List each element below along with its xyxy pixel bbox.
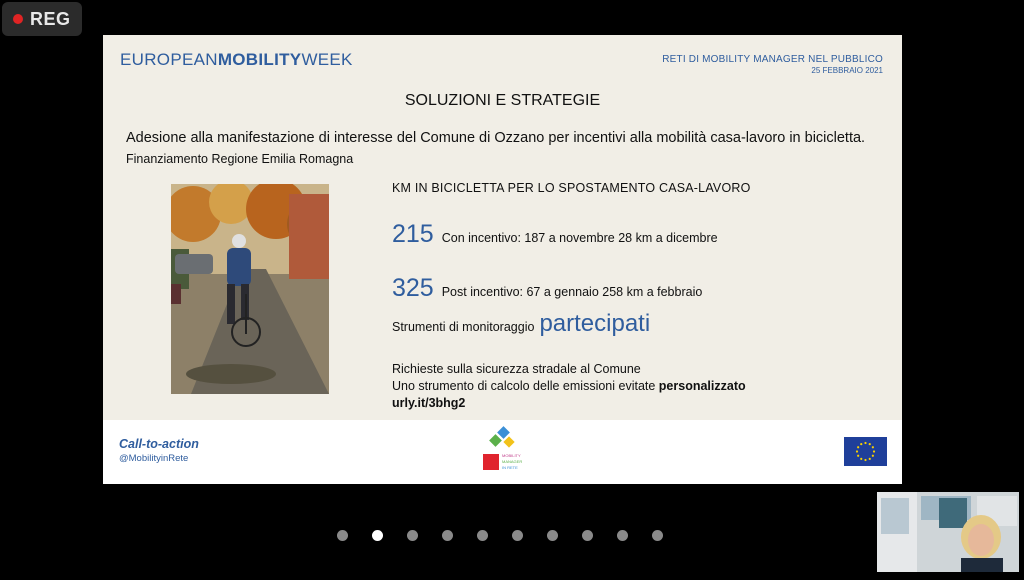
note-emissions: Uno strumento di calcolo delle emissioni evitate personalizzato xyxy=(392,379,746,393)
recording-dot-icon xyxy=(13,14,23,24)
page-dot-5[interactable] xyxy=(477,530,488,541)
page-dot-6[interactable] xyxy=(512,530,523,541)
page-dot-4[interactable] xyxy=(442,530,453,541)
page-dot-2[interactable] xyxy=(372,530,383,541)
page-dot-9[interactable] xyxy=(617,530,628,541)
slide-pagination xyxy=(337,530,663,541)
presentation-slide xyxy=(103,35,902,484)
svg-text:MOBILITY: MOBILITY xyxy=(502,453,521,458)
svg-text:IN RETE: IN RETE xyxy=(502,465,518,470)
eu-flag-icon xyxy=(844,437,887,466)
note-safety: Richieste sulla sicurezza stradale al Comune xyxy=(392,362,641,376)
recording-badge xyxy=(2,2,82,36)
recording-label: REG xyxy=(30,8,71,29)
stat-value: 325 xyxy=(392,274,434,302)
short-link[interactable]: urly.it/3bhg2 xyxy=(392,396,466,410)
stat-description: Post incentivo: 67 a gennaio 258 km a febbraio xyxy=(441,285,703,299)
intro-text: Adesione alla manifestazione di interesse del Comune di Ozzano per incentivi alla mobilità casa-lavoro in bicicletta. xyxy=(126,130,866,146)
page-dot-8[interactable] xyxy=(582,530,593,541)
monitoring-value: partecipati xyxy=(539,310,651,337)
slide-footer xyxy=(103,420,902,484)
event-header xyxy=(662,54,883,75)
stat-post-incentive xyxy=(392,274,702,303)
social-handle: @MobilityinRete xyxy=(119,453,189,464)
cyclist-photo xyxy=(171,184,329,394)
call-to-action: Call-to-action xyxy=(119,437,199,451)
page-dot-7[interactable] xyxy=(547,530,558,541)
stat-with-incentive xyxy=(392,220,718,249)
km-heading: KM IN BICICLETTA PER LO SPOSTAMENTO CASA-LAVORO xyxy=(392,181,751,195)
monitoring-label: Strumenti di monitoraggio xyxy=(392,320,535,334)
brand-logo: EUROPEANMOBILITYWEEK xyxy=(120,50,353,69)
stat-description: Con incentivo: 187 a novembre 28 km a dicembre xyxy=(441,231,718,245)
page-dot-3[interactable] xyxy=(407,530,418,541)
mobility-logo-icon xyxy=(481,426,529,472)
funding-text: Finanziamento Regione Emilia Romagna xyxy=(126,152,354,166)
page-dot-10[interactable] xyxy=(652,530,663,541)
slide-title: SOLUZIONI E STRATEGIE xyxy=(404,92,601,109)
notes-block xyxy=(392,361,746,412)
monitoring-line xyxy=(392,310,650,338)
event-date: 25 FEBBRAIO 2021 xyxy=(811,66,883,75)
stat-value: 215 xyxy=(392,220,434,248)
participant-webcam[interactable] xyxy=(877,492,1019,572)
svg-text:MANAGER: MANAGER xyxy=(502,459,523,464)
event-title: RETI DI MOBILITY MANAGER NEL PUBBLICO xyxy=(662,54,883,65)
page-dot-1[interactable] xyxy=(337,530,348,541)
